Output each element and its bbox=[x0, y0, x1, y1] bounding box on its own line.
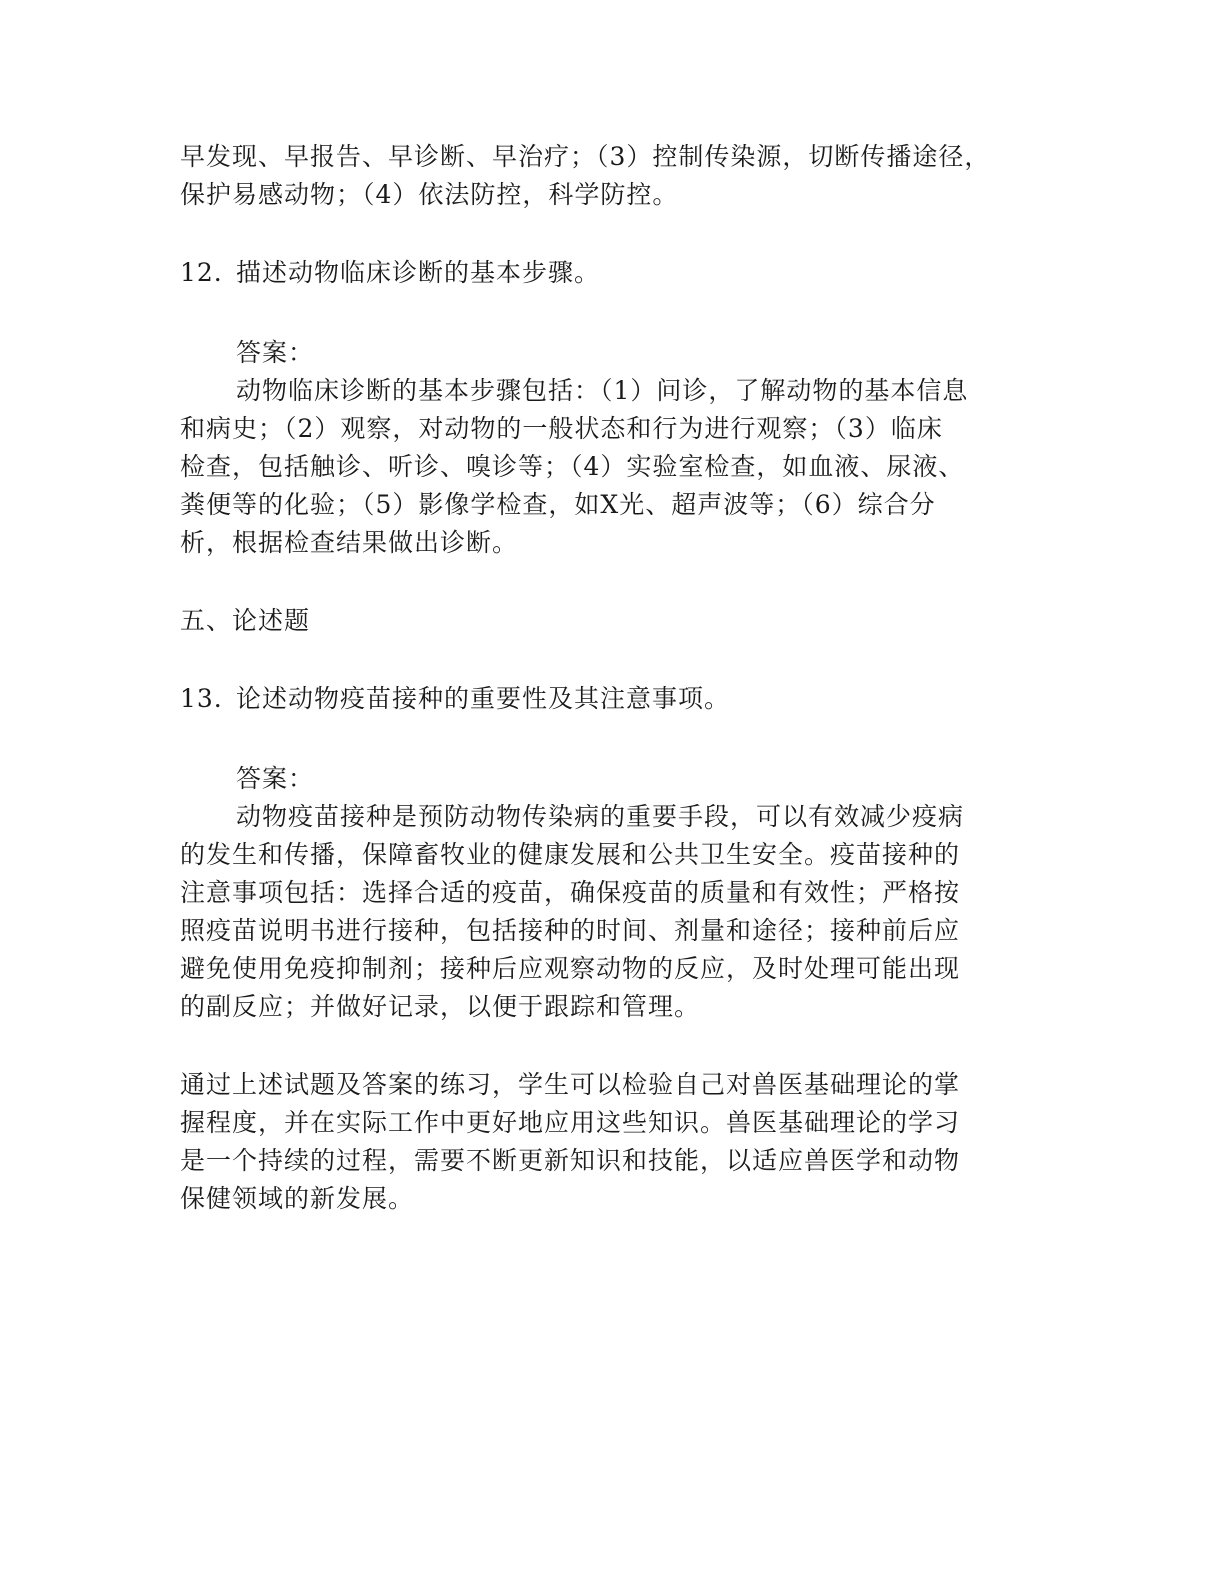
answer-line: 注意事项包括：选择合适的疫苗，确保疫苗的质量和有效性；严格按 bbox=[180, 878, 961, 907]
paragraph-line: 是一个持续的过程，需要不断更新知识和技能，以适应兽医学和动物 bbox=[180, 1146, 961, 1175]
question-13 bbox=[180, 680, 1060, 718]
answer-line: 动物临床诊断的基本步骤包括：（1）问诊，了解动物的基本信息 bbox=[236, 376, 969, 405]
document-page bbox=[180, 138, 1060, 1218]
answer-label: 答案： bbox=[236, 338, 315, 367]
answer-line: 检查，包括触诊、听诊、嗅诊等；（4）实验室检查，如血液、尿液、 bbox=[180, 452, 965, 481]
paragraph-line: 握程度，并在实际工作中更好地应用这些知识。兽医基础理论的学习 bbox=[180, 1108, 961, 1137]
answer-line: 和病史；（2）观察，对动物的一般状态和行为进行观察；（3）临床 bbox=[180, 414, 943, 443]
conclusion-paragraph bbox=[180, 1066, 1060, 1218]
question-text: 描述动物临床诊断的基本步骤。 bbox=[236, 258, 601, 287]
answer-line: 的发生和传播，保障畜牧业的健康发展和公共卫生安全。疫苗接种的 bbox=[180, 840, 961, 869]
question-number: 13. bbox=[180, 684, 223, 713]
answer-13 bbox=[180, 760, 1060, 1026]
question-12 bbox=[180, 254, 1060, 292]
question-number: 12. bbox=[180, 258, 223, 287]
section-title: 五、论述题 bbox=[180, 606, 311, 635]
continuation-paragraph bbox=[180, 138, 1060, 214]
answer-line: 粪便等的化验；（5）影像学检查，如X光、超声波等；（6）综合分 bbox=[180, 490, 936, 519]
answer-12 bbox=[180, 334, 1060, 562]
answer-line: 避免使用免疫抑制剂；接种后应观察动物的反应，及时处理可能出现 bbox=[180, 954, 961, 983]
paragraph-line: 通过上述试题及答案的练习，学生可以检验自己对兽医基础理论的掌 bbox=[180, 1070, 961, 1099]
paragraph-line: 保护易感动物；（4）依法防控，科学防控。 bbox=[180, 180, 679, 209]
paragraph-line: 保健领域的新发展。 bbox=[180, 1184, 415, 1213]
answer-line: 照疫苗说明书进行接种，包括接种的时间、剂量和途径；接种前后应 bbox=[180, 916, 961, 945]
answer-line: 析，根据检查结果做出诊断。 bbox=[180, 528, 519, 557]
answer-line: 动物疫苗接种是预防动物传染病的重要手段，可以有效减少疫病 bbox=[236, 802, 965, 831]
question-text: 论述动物疫苗接种的重要性及其注意事项。 bbox=[236, 684, 731, 713]
answer-label: 答案： bbox=[236, 764, 315, 793]
paragraph-line: 早发现、早报告、早诊断、早治疗；（3）控制传染源，切断传播途径， bbox=[180, 142, 991, 171]
answer-line: 的副反应；并做好记录，以便于跟踪和管理。 bbox=[180, 992, 701, 1021]
